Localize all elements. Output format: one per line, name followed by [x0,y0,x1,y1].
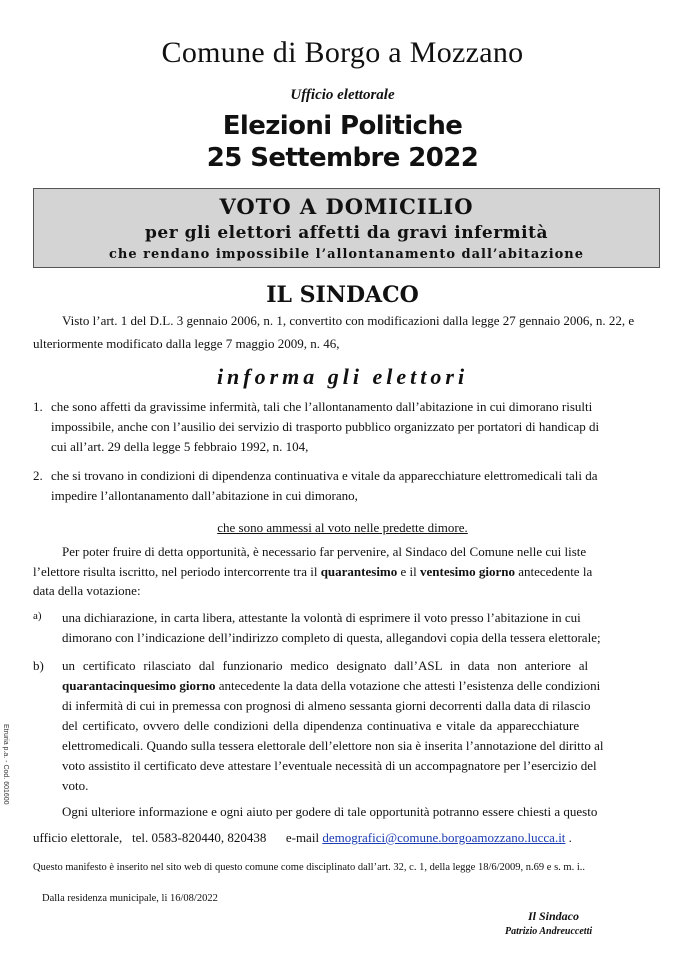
list-number-2: 2. [33,468,43,483]
list-label-a: a) [33,610,42,622]
signature-name: Patrizio Andreuccetti [505,926,593,937]
list-b-line-6: voto assistito il certificato deve attestare l’eventuale necessità di un accompagnatore per l’esercizio del [62,758,597,773]
list-b-line-1: un certificato rilasciato dal funzionario medico designato dall’ASL in data non anteriore al [62,658,589,673]
printer-code: Etruria p.a. - Cod. 601600 [2,724,9,805]
per-poter-line-2 [33,562,592,582]
quarantacinquesimo-bold: quarantacinquesimo giorno [62,678,216,693]
list-b-line-7: voto. [62,778,89,793]
email-link[interactable]: demografici@comune.borgoamozzano.lucca.it [322,830,566,845]
intro-line-1: Visto l’art. 1 del D.L. 3 gennaio 2006, n. 1, convertito con modificazioni dalla legge 27 gennaio 2006, n. 22, e [62,313,635,328]
ulteriore-line-1: Ogni ulteriore informazione e ogni aiuto per godere di tale opportunità potranno essere chiesti a questo [62,804,598,819]
list-item-2-line-1: che si trovano in condizioni di dipendenza continuativa e vitale da apparecchiature elettromedicali tali da [51,468,598,483]
list-b-line-3: di infermità di cui in premessa con prognosi di almeno sessanta giorni decorrenti dalla data di rilascio [62,698,591,713]
box-title: VOTO A DOMICILIO [219,194,474,219]
sindaco-heading: IL SINDACO [266,282,419,308]
list-a-line-1: una dichiarazione, in carta libera, attestante la volontà di esprimere il voto presso l’abitazione in cui [62,610,581,625]
comune-title: Comune di Borgo a Mozzano [161,36,524,69]
per-poter-text-c: e il [397,564,421,579]
list-b-line-2-rest: antecedente la data della votazione che attesti l’esistenza delle condizioni [215,678,601,693]
ulteriore-line-2 [33,828,572,848]
list-item-1-line-2: impossibile, anche con l’ausilio dei servizio di trasporto pubblico organizzato per portatori di handicap di [51,419,600,434]
ufficio-subtitle: Ufficio elettorale [290,87,395,103]
per-poter-text-e: antecedente la [514,564,593,579]
ammessi-line: che sono ammessi al voto nelle predette dimore. [217,520,468,535]
list-b-line-5: elettromedicali. Quando sulla tessera elettorale dell’elettore non sia è inserita l’annotazione del diritto al [62,738,604,753]
per-poter-line-3: data della votazione: [33,583,141,598]
list-item-1-line-3: cui all’art. 29 della legge 5 febbraio 1992, n. 104, [51,439,309,454]
list-label-b: b) [33,658,44,673]
manifesto-note: Questo manifesto è inserito nel sito web di questo comune come disciplinato dall’art. 32, c. 1, della legge 18/6/2009, n.69 e s. m. i.. [33,862,586,873]
signature-title: Il Sindaco [528,909,580,923]
list-b-line-2 [62,676,600,696]
informa-heading: informa gli elettori [216,364,469,389]
list-item-2-line-2: impedire l’allontanamento dall’abitazione in cui dimorano, [51,488,358,503]
list-b-line-4: del certificato, ovvero delle condizioni della dipendenza continuativa e vitale da apparecchiature [62,718,580,733]
dalla-residenza: Dalla residenza municipale, li 16/08/2022 [42,893,218,904]
intro-line-2: ulteriormente modificato dalla legge 7 maggio 2009, n. 46, [33,336,340,351]
contact-end: . [565,830,572,845]
voto-domicilio-box [33,188,660,268]
per-poter-line-1: Per poter fruire di detta opportunità, è necessario far pervenire, al Sindaco del Comune nelle cui liste [62,544,587,559]
list-item-1-line-1: che sono affetti da gravissime infermità, tali che l’allontanamento dall’abitazione in cui dimorano risulti [51,399,593,414]
box-subtitle-2: che rendano impossibile l’allontanamento dall’abitazione [108,247,585,262]
elezioni-title: Elezioni Politiche [222,111,463,141]
election-date: 25 Settembre 2022 [206,143,479,173]
contact-text: ufficio elettorale, tel. 0583-820440, 820438 e-mail [33,830,323,845]
ventesimo-bold: ventesimo giorno [420,564,515,579]
per-poter-text-a: l’elettore risulta iscritto, nel periodo intercorrente tra il [33,564,321,579]
quarantesimo-bold: quarantesimo [320,564,398,579]
list-a-line-2: dimorano con l’indicazione dell’indirizzo completo di questa, allegandovi copia della tessera elettorale; [62,630,601,645]
list-number-1: 1. [33,399,43,414]
box-subtitle: per gli elettori affetti da gravi infermità [145,223,548,243]
